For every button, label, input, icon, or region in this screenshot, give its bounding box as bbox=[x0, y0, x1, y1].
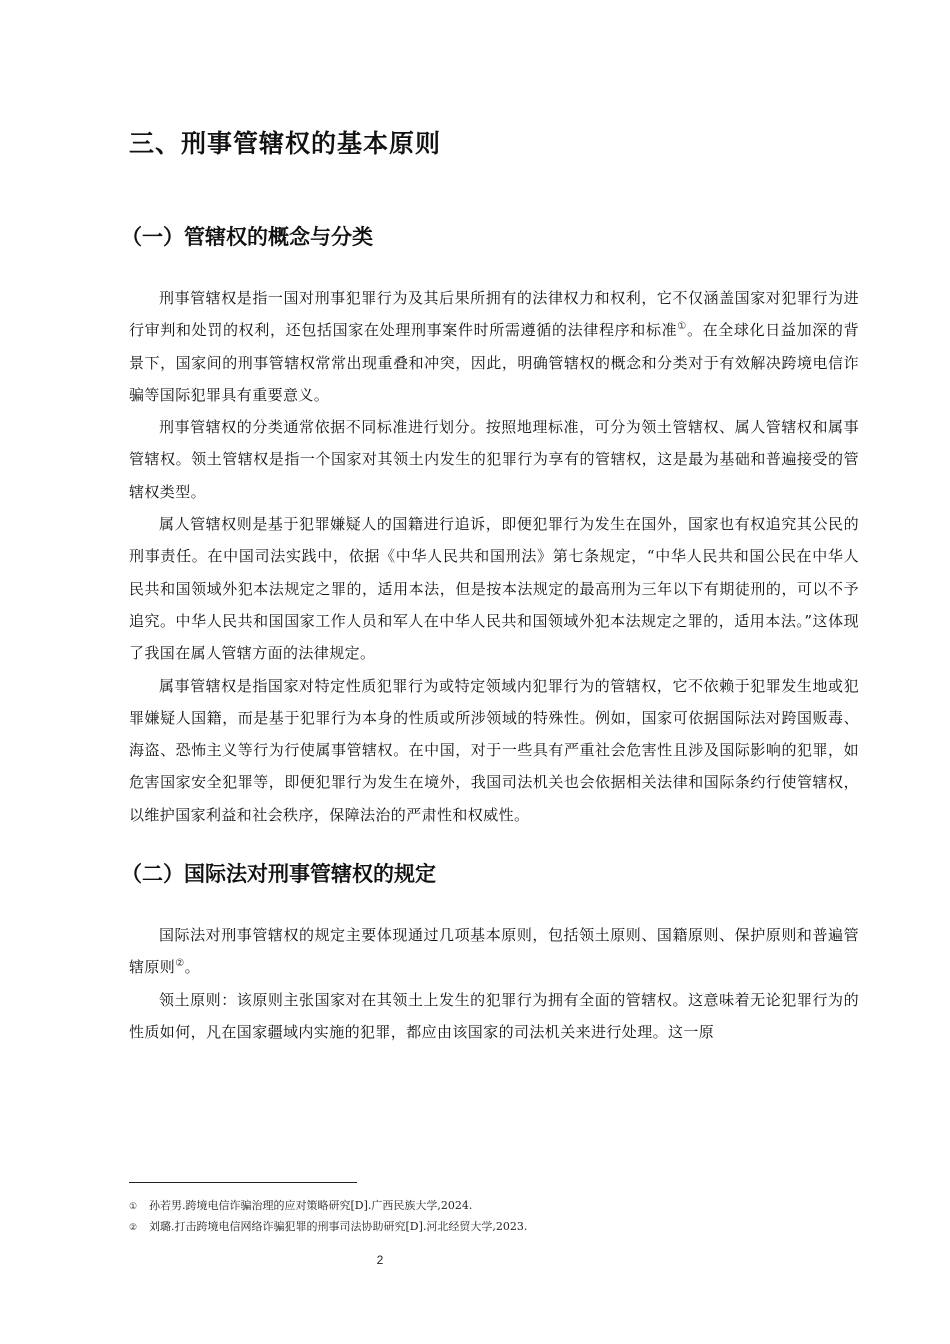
footnote-mark: ① bbox=[129, 1202, 138, 1212]
footnote-ref-2[interactable]: ② bbox=[175, 958, 185, 970]
subsection-title-2: （二）国际法对刑事管辖权的规定 bbox=[121, 862, 436, 887]
paragraph-subject-matter-jurisdiction: 属事管辖权是指国家对特定性质犯罪行为或特定领域内犯罪行为的管辖权，它不依赖于犯罪发生地或犯罪嫌疑人国籍，而是基于犯罪行为本身的性质或所涉领域的特殊性。例如，国家可依据国际法对跨国贩毒、海盗、恐怖主义等行为行使属事管辖权。在中国，对于一些具有严重社会危害性且涉及国际影响的犯罪，如危害国家安全犯罪等，即便犯罪行为发生在境外，我国司法机关也会依据相关法律和国际条约行使管辖权，以维护国家利益和社会秩序，保障法治的严肃性和权威性。 bbox=[129, 676, 859, 824]
paragraph-territorial-principle: 领土原则：该原则主张国家对在其领土上发生的犯罪行为拥有全面的管辖权。这意味着无论犯罪行为的性质如何，凡在国家疆域内实施的犯罪，都应由该国家的司法机关来进行处理。这一原 bbox=[129, 990, 859, 1041]
footnote-ref-1[interactable]: ① bbox=[677, 321, 687, 333]
footnote-divider bbox=[129, 1182, 357, 1183]
page-number: 2 bbox=[376, 1253, 384, 1267]
footnote-text: 刘璐.打击跨境电信网络诈骗犯罪的刑事司法协助研究[D].河北经贸大学,2023. bbox=[149, 1220, 528, 1233]
footnote-2 bbox=[129, 1217, 859, 1238]
paragraph-text-tail: 。 bbox=[184, 958, 200, 977]
page-body bbox=[121, 118, 859, 1048]
footnote-1 bbox=[129, 1196, 859, 1217]
paragraph-jurisdiction-concept bbox=[129, 282, 859, 411]
paragraph-text: 刑事管辖权是指一国对刑事犯罪行为及其后果所拥有的法律权力和权利，它不仅涵盖国家对犯罪行为进行审判和处罚的权利，还包括国家在处理刑事案件时所需遵循的法律程序和标准 bbox=[129, 289, 859, 340]
section-title: 三、刑事管辖权的基本原则 bbox=[129, 129, 442, 158]
paragraph-text-tail: 。在全球化日益加深的背景下，国家间的刑事管辖权常常出现重叠和冲突，因此，明确管辖权的概念和分类对于有效解决跨境电信诈骗等国际犯罪具有重要意义。 bbox=[129, 321, 859, 404]
footnotes bbox=[129, 1196, 859, 1238]
paragraph-text: 国际法对刑事管辖权的规定主要体现通过几项基本原则，包括领土原则、国籍原则、保护原则和普遍管辖原则 bbox=[129, 926, 859, 977]
paragraph-personal-jurisdiction: 属人管辖权则是基于犯罪嫌疑人的国籍进行追诉，即便犯罪行为发生在国外，国家也有权追究其公民的刑事责任。在中国司法实践中，依据《中华人民共和国刑法》第七条规定，“中华人民共和国公民在中华人民共和国领域外犯本法规定之罪的，适用本法，但是按本法规定的最高刑为三年以下有期徒刑的，可以不予追究。中华人民共和国国家工作人员和军人在中华人民共和国领域外犯本法规定之罪的，适用本法。”这体现了我国在属人管辖方面的法律规定。 bbox=[129, 515, 859, 663]
footnote-mark: ② bbox=[129, 1223, 138, 1233]
footnote-text: 孙若男.跨境电信诈骗治理的应对策略研究[D].广西民族大学,2024. bbox=[149, 1199, 473, 1212]
subsection-title-1: （一）管辖权的概念与分类 bbox=[121, 225, 373, 249]
paragraph-international-law bbox=[129, 919, 859, 984]
paragraph-jurisdiction-classification: 刑事管辖权的分类通常依据不同标准进行划分。按照地理标准，可分为领土管辖权、属人管辖权和属事管辖权。领土管辖权是指一个国家对其领土内发生的犯罪行为享有的管辖权，这是最为基础和普遍接受的管辖权类型。 bbox=[129, 418, 859, 501]
